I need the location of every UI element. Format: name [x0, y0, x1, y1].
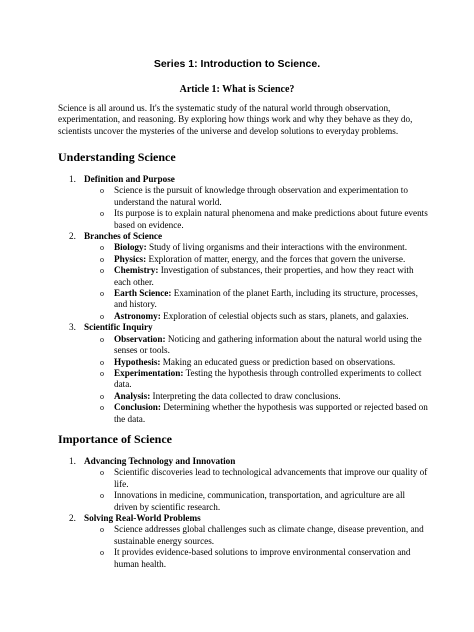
list-item-label: Scientific Inquiry [84, 322, 153, 333]
section-list-importance [58, 456, 428, 570]
list-number: 2. [69, 513, 76, 524]
list-item [58, 322, 428, 333]
bullet-marker-icon: o [100, 289, 104, 299]
bullet-marker-icon: o [100, 209, 104, 219]
bullet-text: Study of living organisms and their interactions with the environment. [148, 242, 408, 253]
list-item [58, 174, 428, 185]
bullet-term: Astronomy: [114, 310, 161, 321]
bullet-text: Science is the pursuit of knowledge through observation and experimentation to understand the natural world. [114, 185, 408, 207]
list-number: 1. [69, 174, 76, 184]
bullet-text: Determining whether the hypothesis was supported or rejected based on the data. [114, 402, 428, 424]
sub-bullet [58, 357, 428, 368]
sub-bullet [58, 368, 428, 391]
list-item [58, 513, 428, 524]
bullet-text: Innovations in medicine, communication, transportation, and agriculture are all driven by scientific research. [114, 490, 406, 512]
bullet-marker-icon: o [100, 548, 104, 558]
bullet-term: Chemistry: [114, 265, 159, 276]
bullet-text: Interpreting the data collected to draw conclusions. [152, 390, 341, 401]
bullet-marker-icon: o [100, 525, 104, 535]
section-list-understanding [58, 174, 428, 425]
sub-bullet [58, 547, 428, 570]
bullet-term: Experimentation: [114, 367, 184, 378]
sub-bullet [58, 467, 428, 490]
sub-bullet [58, 242, 428, 253]
list-number: 3. [69, 322, 76, 333]
intro-paragraph: Science is all around us. It's the systematic study of the natural world through observation, experimentation, and reasoning. By exploring how things work and why they behave as they do, scientists uncover the mysteries of the universe and develop solutions to everyday problems. [58, 103, 413, 136]
bullet-marker-icon: o [100, 186, 104, 196]
bullet-term: Hypothesis: [114, 356, 161, 367]
bullet-term: Analysis: [114, 390, 151, 401]
sub-bullet [58, 402, 428, 425]
bullet-marker-icon: o [100, 403, 104, 413]
list-item-label: Branches of Science [84, 231, 163, 242]
list-number: 2. [69, 231, 76, 242]
bullet-term: Conclusion: [114, 402, 161, 413]
bullet-marker-icon: o [100, 243, 104, 253]
sub-bullet [58, 524, 428, 547]
bullet-text: Exploration of celestial objects such as stars, planets, and galaxies. [163, 310, 409, 321]
section-heading-importance: Importance of Science [58, 432, 172, 446]
bullet-text: Science addresses global challenges such as climate change, disease prevention, and sustainable energy sources. [114, 524, 424, 546]
section-heading-understanding: Understanding Science [58, 150, 176, 164]
sub-bullet [58, 334, 428, 357]
bullet-text: Making an educated guess or prediction based on observations. [162, 356, 396, 367]
bullet-marker-icon: o [100, 254, 104, 264]
bullet-text: Examination of the planet Earth, including its structure, processes, and history. [114, 288, 418, 310]
bullet-term: Earth Science: [114, 288, 172, 299]
list-item-label: Advancing Technology and Innovation [84, 456, 236, 466]
bullet-text: Investigation of substances, their properties, and how they react with each other. [114, 265, 414, 287]
list-item-label: Solving Real-World Problems [84, 513, 201, 524]
list-number: 1. [69, 456, 76, 466]
sub-bullet [58, 288, 428, 311]
bullet-term: Physics: [114, 253, 147, 264]
bullet-marker-icon: o [100, 334, 104, 344]
series-title: Series 1: Introduction to Science. [153, 58, 321, 70]
sub-bullet [58, 185, 428, 208]
bullet-text: Noticing and gathering information about the natural world using the senses or tools. [114, 333, 422, 356]
sub-bullet [58, 254, 428, 265]
bullet-marker-icon: o [100, 468, 104, 478]
sub-bullet [58, 311, 428, 322]
bullet-marker-icon: o [100, 311, 104, 321]
bullet-marker-icon: o [100, 357, 104, 367]
bullet-term: Biology: [114, 242, 147, 253]
list-item-label: Definition and Purpose [84, 174, 175, 184]
bullet-marker-icon: o [100, 368, 104, 378]
sub-bullet [58, 391, 428, 402]
bullet-text: Its purpose is to explain natural phenomena and make predictions about future events based on evidence. [114, 208, 428, 230]
bullet-text: Scientific discoveries lead to technological advancements that improve our quality of life. [114, 467, 428, 489]
bullet-text: Testing the hypothesis through controlled experiments to collect data. [114, 367, 422, 390]
sub-bullet [58, 208, 428, 231]
sub-bullet [58, 490, 428, 513]
bullet-term: Observation: [114, 333, 166, 344]
bullet-text: Exploration of matter, energy, and the forces that govern the universe. [148, 253, 406, 264]
sub-bullet [58, 265, 428, 288]
bullet-marker-icon: o [100, 266, 104, 276]
list-item [58, 456, 428, 467]
bullet-marker-icon: o [100, 391, 104, 401]
bullet-text: It provides evidence-based solutions to improve environmental conservation and human health. [114, 547, 411, 569]
article-title: Article 1: What is Science? [179, 84, 295, 95]
bullet-marker-icon: o [100, 491, 104, 501]
list-item [58, 231, 428, 242]
